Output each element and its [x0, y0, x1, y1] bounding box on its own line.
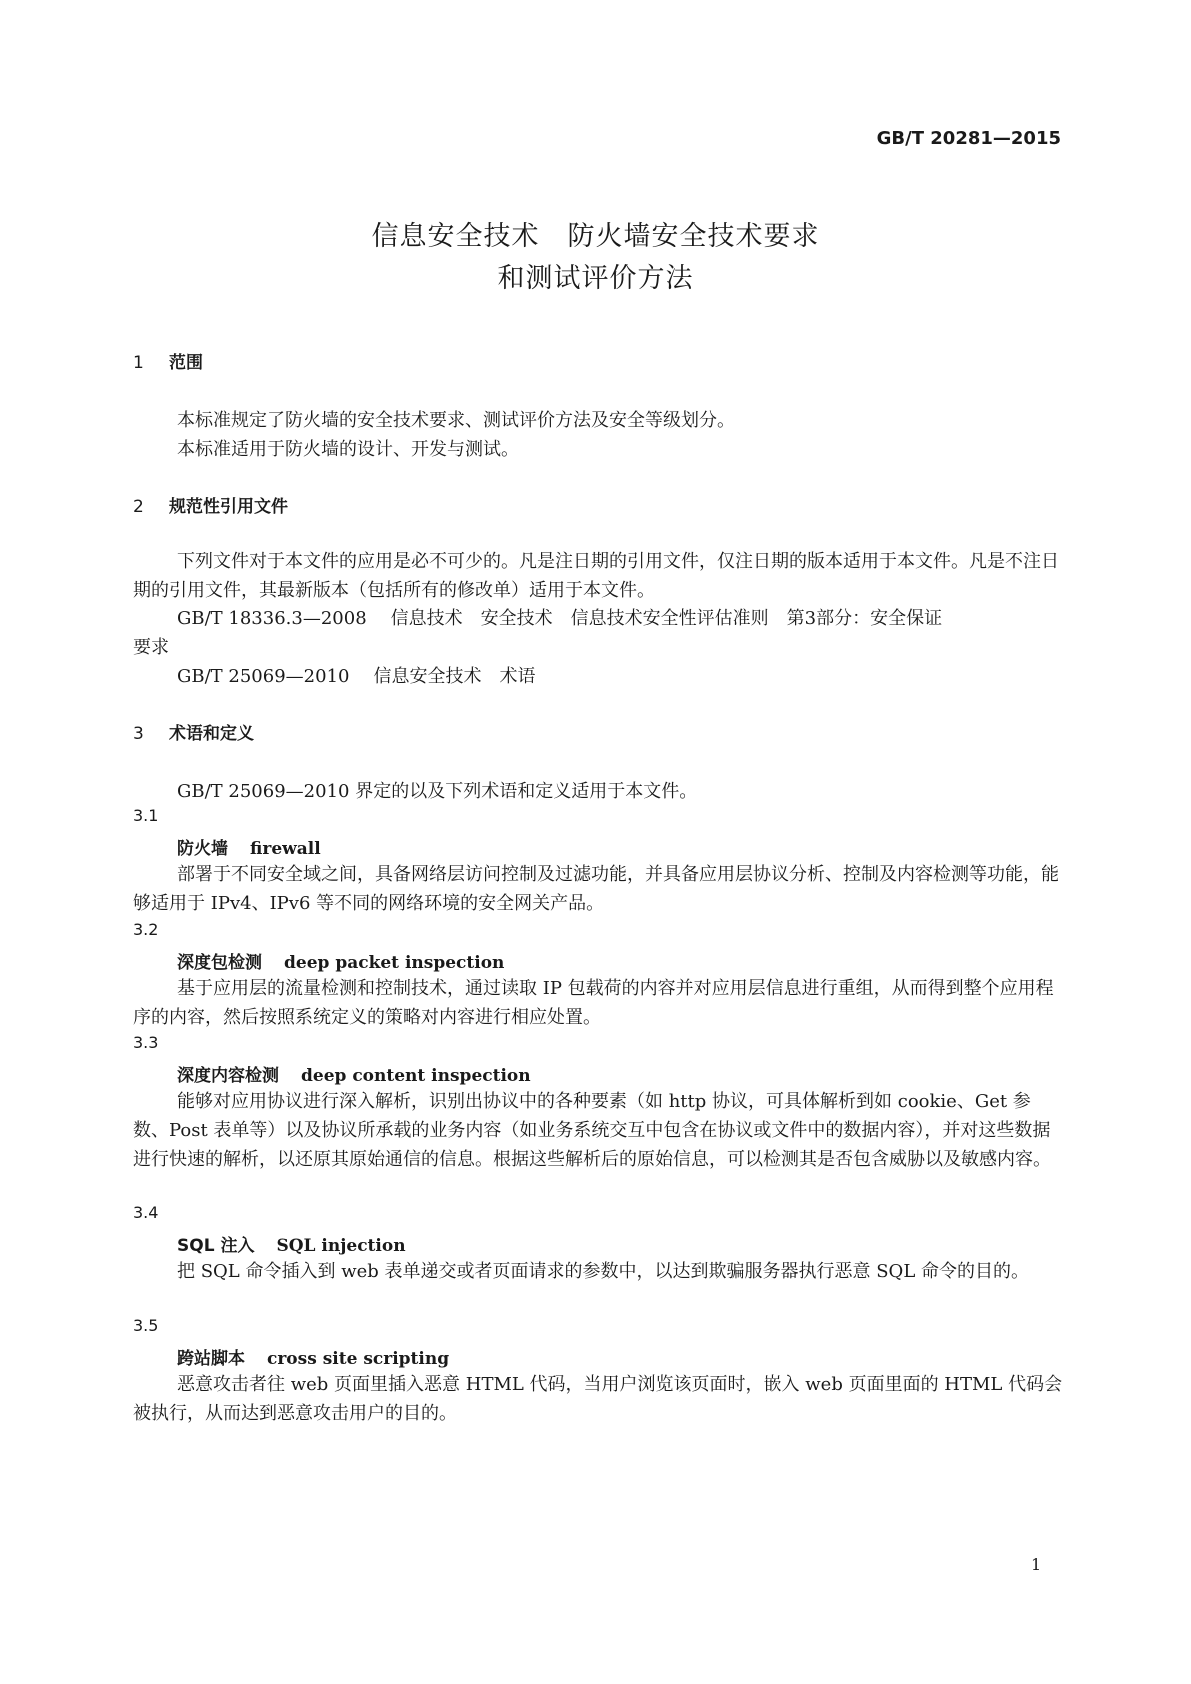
reference-title: 信息技术 安全技术 信息技术安全性评估准则 第3部分：安全保证 — [390, 608, 943, 629]
section-number: 3 — [133, 724, 144, 744]
clause-number: 3.1 — [133, 806, 159, 825]
section-title: 术语和定义 — [169, 724, 254, 744]
clause-number: 3.2 — [133, 920, 159, 939]
term-zh: 防火墙 — [177, 839, 228, 859]
clause-number: 3.3 — [133, 1033, 159, 1052]
paragraph: 本标准适用于防火墙的设计、开发与测试。 — [177, 439, 519, 460]
term-zh: 深度内容检测 — [177, 1066, 279, 1086]
clause-number: 3.4 — [133, 1203, 159, 1222]
term-definition: 基于应用层的流量检测和控制技术，通过读取 IP 包载荷的内容并对应用层信息进行重组，从而得到整个应用程序的内容，然后按照系统定义的策略对内容进行相应处置。 — [133, 978, 1054, 1028]
term-definition: 部署于不同安全域之间，具备网络层访问控制及过滤功能，并具备应用层协议分析、控制及内容检测等功能，能够适用于 IPv4、IPv6 等不同的网络环境的安全网关产品。 — [133, 864, 1059, 914]
term-en: deep content inspection — [301, 1066, 531, 1086]
term-zh: 跨站脚本 — [177, 1349, 245, 1369]
section-title: 规范性引用文件 — [169, 497, 288, 517]
term-entry — [177, 834, 321, 859]
term-en: cross site scripting — [267, 1349, 450, 1369]
reference-title: 信息安全技术 术语 — [373, 666, 536, 687]
term-definition: 把 SQL 命令插入到 web 表单递交或者页面请求的参数中，以达到欺骗服务器执行恶意 SQL 命令的目的。 — [177, 1261, 1029, 1282]
section-number: 1 — [133, 353, 144, 373]
normative-reference — [177, 662, 535, 688]
term-en: firewall — [250, 839, 321, 859]
document-title-line-2: 和测试评价方法 — [497, 263, 694, 294]
section-number: 2 — [133, 497, 144, 517]
normative-reference — [177, 604, 942, 630]
clause-number: 3.5 — [133, 1316, 159, 1335]
term-zh: SQL 注入 — [177, 1236, 255, 1256]
reference-title-continuation: 要求 — [133, 637, 169, 658]
standard-code: GB/T 20281—2015 — [876, 128, 1061, 149]
page-number: 1 — [1031, 1555, 1042, 1574]
section-2-heading — [133, 492, 288, 517]
term-entry — [177, 948, 504, 973]
reference-code: GB/T 25069—2010 — [177, 666, 350, 687]
term-en: SQL injection — [276, 1236, 406, 1256]
term-entry — [177, 1061, 531, 1086]
section-1-heading — [133, 348, 203, 373]
term-entry — [177, 1344, 449, 1369]
section-title: 范围 — [169, 353, 203, 373]
reference-code: GB/T 18336.3—2008 — [177, 608, 367, 629]
paragraph: 本标准规定了防火墙的安全技术要求、测试评价方法及安全等级划分。 — [177, 410, 735, 431]
term-definition: 能够对应用协议进行深入解析，识别出协议中的各种要素（如 http 协议，可具体解析到如 cookie、Get 参数、Post 表单等）以及协议所承载的业务内容（如业务系统交互中包含在协议或文件中的数据内容），并对这些数据进行快速的解析，以还原其原始通信的信息。根据这些解析后的原始信息，可以检测其是否包含威胁以及敏感内容。 — [133, 1091, 1051, 1170]
term-en: deep packet inspection — [284, 953, 505, 973]
paragraph: GB/T 25069—2010 界定的以及下列术语和定义适用于本文件。 — [177, 781, 698, 802]
paragraph: 下列文件对于本文件的应用是必不可少的。凡是注日期的引用文件，仅注日期的版本适用于本文件。凡是不注日期的引用文件，其最新版本（包括所有的修改单）适用于本文件。 — [133, 551, 1059, 601]
term-definition: 恶意攻击者往 web 页面里插入恶意 HTML 代码，当用户浏览该页面时，嵌入 web 页面里面的 HTML 代码会被执行，从而达到恶意攻击用户的目的。 — [133, 1374, 1063, 1424]
section-3-heading — [133, 719, 254, 744]
term-zh: 深度包检测 — [177, 953, 262, 973]
document-title-line-1: 信息安全技术 防火墙安全技术要求 — [371, 221, 820, 252]
term-entry — [177, 1231, 406, 1256]
